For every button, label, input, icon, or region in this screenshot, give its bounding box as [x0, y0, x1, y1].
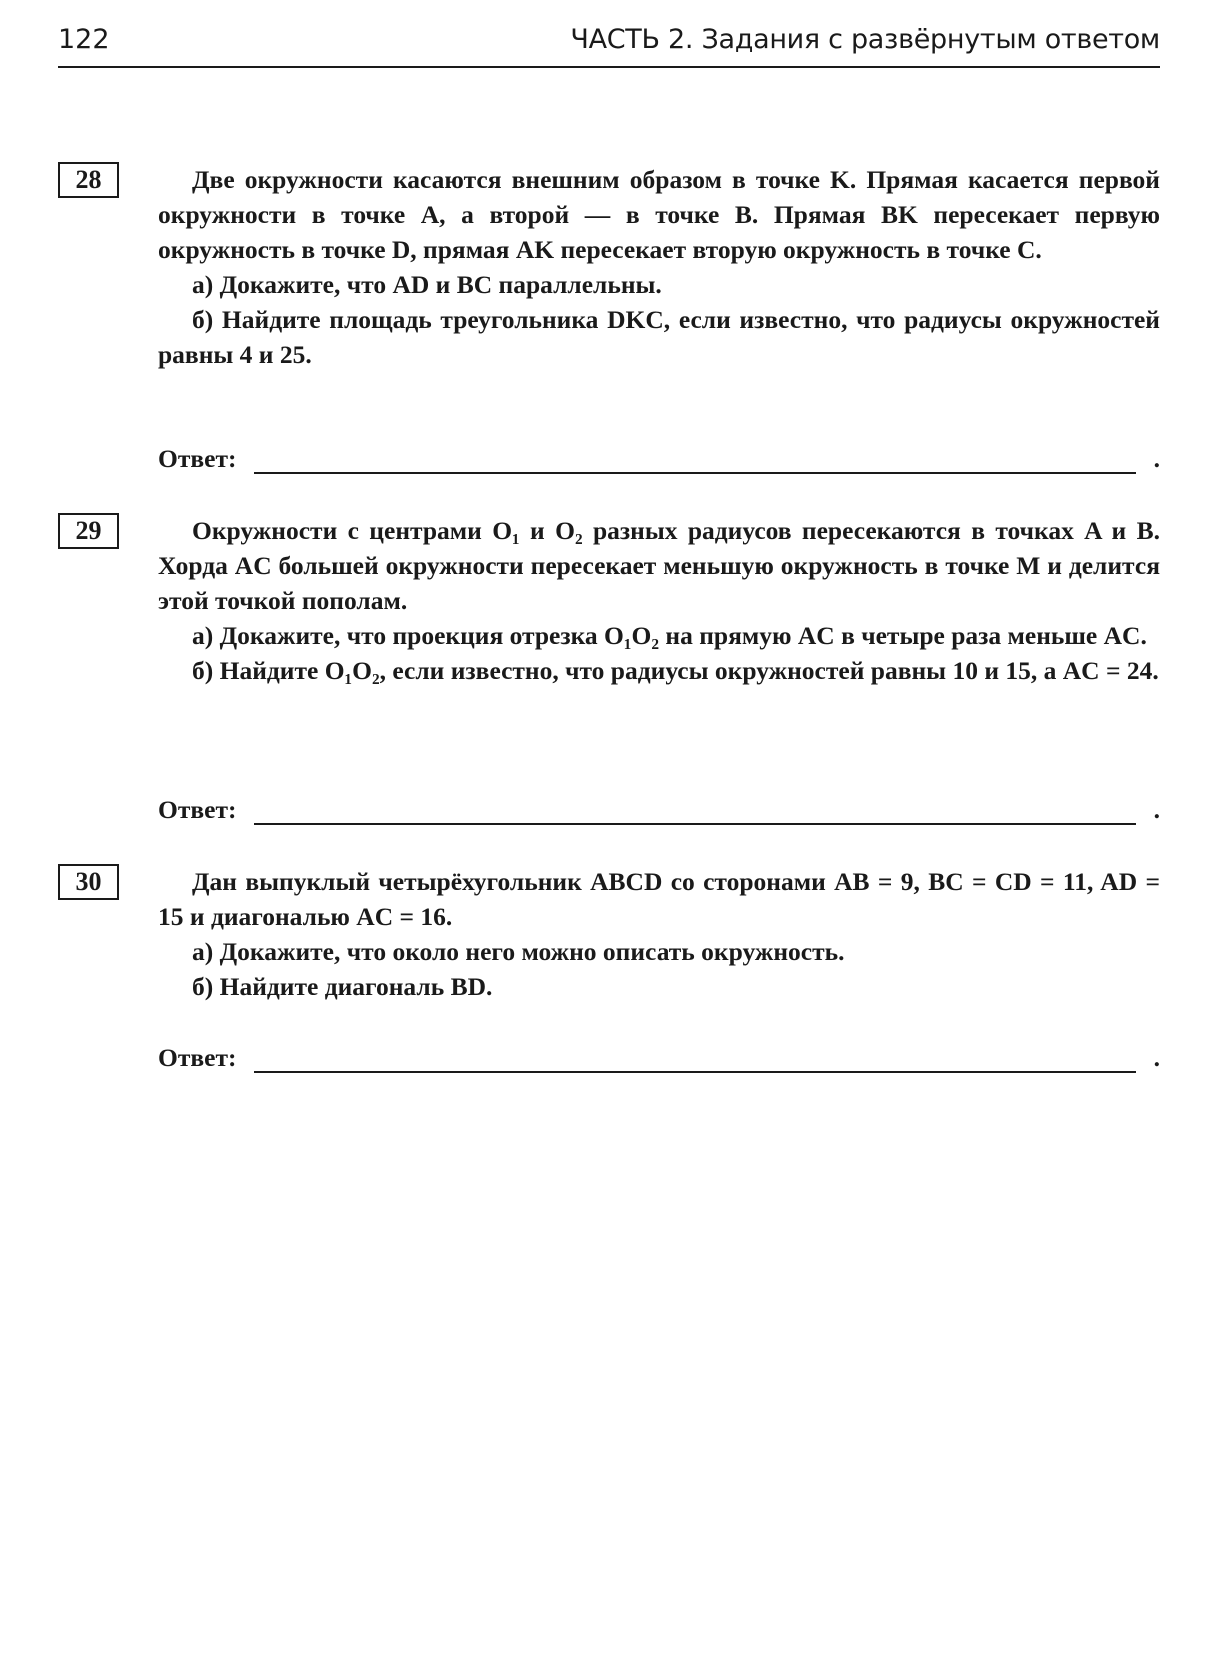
answer-end: . [1153, 444, 1160, 473]
answer-line[interactable] [254, 1071, 1136, 1073]
answer-field[interactable] [158, 444, 1160, 480]
task-condition: Окружности с центрами O₁ и O₂ разных радиусов пересекаются в точках A и B. Хорда AC большей окружности пересекает меньшую окружность в точке M и делится этой точкой пополам. [158, 516, 1160, 615]
answer-line[interactable] [254, 472, 1136, 474]
task-part-a: а) Докажите, что около него можно описать окружность. [192, 937, 845, 966]
page-number: 122 [58, 24, 110, 55]
task-number: 28 [58, 162, 119, 198]
task-text [158, 513, 1160, 688]
answer-field[interactable] [158, 1043, 1160, 1079]
task-part-a: а) Докажите, что проекция отрезка O₁O₂ на прямую AC в четыре раза меньше AC. [192, 621, 1147, 650]
task-part-b: б) Найдите площадь треугольника DKC, если известно, что радиусы окружностей равны 4 и 25. [158, 305, 1160, 369]
answer-label: Ответ: [158, 1043, 237, 1072]
task-text [158, 864, 1160, 1004]
section-title: ЧАСТЬ 2. Задания с развёрнутым ответом [570, 24, 1160, 55]
answer-label: Ответ: [158, 444, 237, 473]
answer-line[interactable] [254, 823, 1136, 825]
answer-label: Ответ: [158, 795, 237, 824]
task-number: 29 [58, 513, 119, 549]
task-text [158, 162, 1160, 372]
answer-end: . [1153, 795, 1160, 824]
task-condition: Две окружности касаются внешним образом в точке K. Прямая касается первой окружности в точке A, а второй — в точке B. Прямая BK пересекает первую окружность в точке D, прямая AK пересекает вторую окружность в точке C. [158, 165, 1160, 264]
task-part-a: а) Докажите, что AD и BC параллельны. [192, 270, 662, 299]
answer-end: . [1153, 1043, 1160, 1072]
task-condition: Дан выпуклый четырёхугольник ABCD со сторонами AB = 9, BC = CD = 11, AD = 15 и диагональю AC = 16. [158, 867, 1160, 931]
task-part-b: б) Найдите диагональ BD. [192, 972, 493, 1001]
page-header [58, 18, 1160, 68]
task-part-b: б) Найдите O₁O₂, если известно, что радиусы окружностей равны 10 и 15, а AC = 24. [192, 656, 1159, 685]
answer-field[interactable] [158, 795, 1160, 831]
task-number: 30 [58, 864, 119, 900]
